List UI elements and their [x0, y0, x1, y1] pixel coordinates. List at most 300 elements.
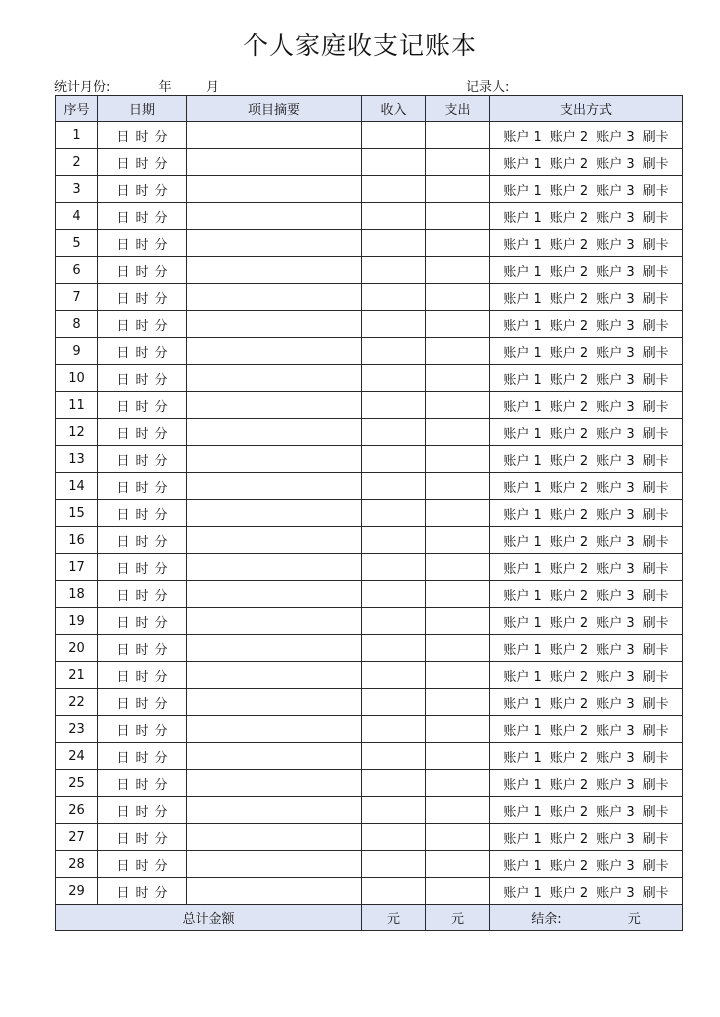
row-date-cell[interactable] [98, 878, 187, 905]
row-date-cell[interactable] [98, 716, 187, 743]
table-row [56, 689, 683, 716]
row-summary-cell[interactable] [187, 446, 362, 473]
date-part-label: 日 [116, 831, 130, 847]
row-income-cell[interactable] [362, 176, 426, 203]
row-income-cell[interactable] [362, 851, 426, 878]
payment-option[interactable]: 账户 2 [549, 183, 589, 199]
row-expense-cell[interactable] [426, 824, 490, 851]
payment-option[interactable]: 账户 3 [596, 642, 635, 658]
date-part-label: 日 [116, 534, 130, 550]
row-method-cell [490, 122, 683, 149]
payment-option[interactable]: 账户 2 [549, 507, 589, 523]
row-seq: 15 [56, 500, 98, 527]
payment-option[interactable]: 刷卡 [642, 291, 669, 307]
payment-option[interactable]: 账户 2 [549, 858, 589, 874]
date-part-label: 时 [135, 615, 149, 631]
row-expense-cell[interactable] [426, 392, 490, 419]
income-unit: 元 [386, 912, 400, 927]
date-part-label: 时 [135, 669, 149, 685]
year-unit: 年 [158, 80, 172, 95]
payment-option[interactable]: 刷卡 [642, 777, 669, 793]
row-method-cell [490, 365, 683, 392]
row-expense-cell[interactable] [426, 689, 490, 716]
row-expense-cell[interactable] [426, 473, 490, 500]
payment-option[interactable]: 账户 1 [503, 831, 542, 847]
row-summary-cell[interactable] [187, 257, 362, 284]
payment-option[interactable]: 账户 3 [596, 291, 635, 307]
header-summary: 项目摘要 [187, 96, 362, 122]
row-expense-cell[interactable] [426, 581, 490, 608]
row-summary-cell[interactable] [187, 338, 362, 365]
payment-option[interactable]: 账户 3 [596, 156, 635, 172]
payment-option[interactable]: 账户 2 [549, 156, 589, 172]
row-expense-cell[interactable] [426, 527, 490, 554]
header-date: 日期 [98, 96, 187, 122]
row-summary-cell[interactable] [187, 689, 362, 716]
date-part-label: 时 [135, 642, 149, 658]
row-summary-cell[interactable] [187, 500, 362, 527]
payment-option[interactable]: 账户 3 [596, 804, 635, 820]
row-income-cell[interactable] [362, 689, 426, 716]
row-expense-cell[interactable] [426, 500, 490, 527]
payment-option[interactable]: 刷卡 [642, 561, 669, 577]
payment-option[interactable]: 账户 3 [596, 885, 635, 901]
payment-option[interactable]: 账户 3 [596, 129, 635, 145]
payment-option[interactable]: 刷卡 [642, 831, 669, 847]
month-label: 统计月份: [54, 80, 111, 95]
row-expense-cell[interactable] [426, 554, 490, 581]
statistics-month-line [54, 76, 219, 95]
row-date-cell[interactable] [98, 311, 187, 338]
row-date-cell[interactable] [98, 419, 187, 446]
row-summary-cell[interactable] [187, 230, 362, 257]
row-income-cell[interactable] [362, 338, 426, 365]
payment-option[interactable]: 账户 2 [549, 372, 589, 388]
header-income: 收入 [362, 96, 426, 122]
date-part-label: 日 [116, 777, 130, 793]
payment-option[interactable]: 账户 1 [503, 669, 542, 685]
row-date-cell[interactable] [98, 257, 187, 284]
payment-option[interactable]: 账户 2 [549, 561, 589, 577]
payment-option[interactable]: 刷卡 [642, 750, 669, 766]
payment-option[interactable]: 账户 1 [503, 858, 542, 874]
row-summary-cell[interactable] [187, 527, 362, 554]
payment-option[interactable]: 账户 2 [549, 831, 589, 847]
payment-option[interactable]: 账户 1 [503, 426, 542, 442]
payment-option[interactable]: 账户 1 [503, 723, 542, 739]
row-method-cell [490, 446, 683, 473]
date-part-label: 分 [154, 588, 168, 604]
row-seq: 14 [56, 473, 98, 500]
row-expense-cell[interactable] [426, 176, 490, 203]
row-date-cell[interactable] [98, 446, 187, 473]
payment-option[interactable]: 账户 2 [549, 615, 589, 631]
payment-option[interactable]: 账户 3 [596, 534, 635, 550]
date-part-label: 分 [154, 696, 168, 712]
row-summary-cell[interactable] [187, 203, 362, 230]
date-part-label: 日 [116, 642, 130, 658]
row-summary-cell[interactable] [187, 851, 362, 878]
row-summary-cell[interactable] [187, 365, 362, 392]
payment-option[interactable]: 账户 2 [549, 669, 589, 685]
payment-option[interactable]: 账户 1 [503, 156, 542, 172]
row-income-cell[interactable] [362, 554, 426, 581]
row-date-cell[interactable] [98, 554, 187, 581]
row-summary-cell[interactable] [187, 581, 362, 608]
payment-option[interactable]: 刷卡 [642, 723, 669, 739]
row-income-cell[interactable] [362, 311, 426, 338]
payment-option[interactable]: 刷卡 [642, 804, 669, 820]
payment-option[interactable]: 账户 1 [503, 642, 542, 658]
date-part-label: 时 [135, 183, 149, 199]
payment-option[interactable]: 账户 1 [503, 399, 542, 415]
row-summary-cell[interactable] [187, 149, 362, 176]
payment-option[interactable]: 刷卡 [642, 399, 669, 415]
payment-option[interactable]: 账户 3 [596, 588, 635, 604]
payment-option[interactable]: 刷卡 [642, 480, 669, 496]
date-part-label: 分 [154, 561, 168, 577]
table-row [56, 203, 683, 230]
date-part-label: 时 [135, 696, 149, 712]
date-part-label: 时 [135, 372, 149, 388]
date-part-label: 日 [116, 615, 130, 631]
payment-option[interactable]: 账户 1 [503, 210, 542, 226]
payment-option[interactable]: 账户 2 [549, 750, 589, 766]
date-part-label: 时 [135, 750, 149, 766]
row-expense-cell[interactable] [426, 230, 490, 257]
row-summary-cell[interactable] [187, 419, 362, 446]
row-summary-cell[interactable] [187, 311, 362, 338]
payment-option[interactable]: 账户 1 [503, 777, 542, 793]
row-expense-cell[interactable] [426, 203, 490, 230]
payment-option[interactable]: 账户 1 [503, 561, 542, 577]
payment-option[interactable]: 账户 1 [503, 588, 542, 604]
payment-option[interactable]: 账户 3 [596, 858, 635, 874]
row-expense-cell[interactable] [426, 716, 490, 743]
row-expense-cell[interactable] [426, 851, 490, 878]
row-expense-cell[interactable] [426, 662, 490, 689]
payment-option[interactable]: 刷卡 [642, 264, 669, 280]
row-summary-cell[interactable] [187, 122, 362, 149]
payment-option[interactable]: 账户 1 [503, 345, 542, 361]
payment-option[interactable]: 账户 1 [503, 750, 542, 766]
payment-option[interactable]: 账户 2 [549, 885, 589, 901]
payment-option[interactable]: 账户 3 [596, 426, 635, 442]
date-part-label: 分 [154, 534, 168, 550]
payment-option[interactable]: 刷卡 [642, 615, 669, 631]
payment-option[interactable]: 账户 2 [549, 588, 589, 604]
payment-option[interactable]: 账户 2 [549, 696, 589, 712]
payment-option[interactable]: 刷卡 [642, 858, 669, 874]
payment-option[interactable]: 账户 1 [503, 507, 542, 523]
row-method-cell [490, 635, 683, 662]
payment-option[interactable]: 刷卡 [642, 534, 669, 550]
row-seq: 5 [56, 230, 98, 257]
payment-option[interactable]: 账户 3 [596, 777, 635, 793]
row-expense-cell[interactable] [426, 743, 490, 770]
row-date-cell[interactable] [98, 392, 187, 419]
row-summary-cell[interactable] [187, 176, 362, 203]
row-method-cell [490, 203, 683, 230]
row-date-cell[interactable] [98, 608, 187, 635]
row-income-cell[interactable] [362, 527, 426, 554]
payment-option[interactable]: 账户 2 [549, 399, 589, 415]
payment-option[interactable]: 刷卡 [642, 237, 669, 253]
payment-option[interactable]: 刷卡 [642, 129, 669, 145]
row-summary-cell[interactable] [187, 797, 362, 824]
row-summary-cell[interactable] [187, 716, 362, 743]
payment-option[interactable]: 账户 3 [596, 264, 635, 280]
row-seq: 20 [56, 635, 98, 662]
row-expense-cell[interactable] [426, 635, 490, 662]
row-income-cell[interactable] [362, 446, 426, 473]
payment-option[interactable]: 账户 1 [503, 264, 542, 280]
row-income-cell[interactable] [362, 149, 426, 176]
payment-option[interactable]: 账户 3 [596, 237, 635, 253]
payment-option[interactable]: 刷卡 [642, 372, 669, 388]
payment-option[interactable]: 账户 2 [549, 642, 589, 658]
row-income-cell[interactable] [362, 797, 426, 824]
payment-option[interactable]: 账户 3 [596, 696, 635, 712]
row-expense-cell[interactable] [426, 284, 490, 311]
date-part-label: 日 [116, 480, 130, 496]
header-expense: 支出 [426, 96, 490, 122]
payment-option[interactable]: 账户 3 [596, 372, 635, 388]
date-part-label: 分 [154, 156, 168, 172]
payment-option[interactable]: 刷卡 [642, 696, 669, 712]
date-part-label: 日 [116, 264, 130, 280]
row-summary-cell[interactable] [187, 392, 362, 419]
row-date-cell[interactable] [98, 365, 187, 392]
payment-option[interactable]: 刷卡 [642, 669, 669, 685]
payment-option[interactable]: 账户 2 [549, 318, 589, 334]
date-part-label: 日 [116, 345, 130, 361]
row-income-cell[interactable] [362, 257, 426, 284]
row-summary-cell[interactable] [187, 743, 362, 770]
date-part-label: 时 [135, 264, 149, 280]
payment-option[interactable]: 账户 1 [503, 237, 542, 253]
row-date-cell[interactable] [98, 824, 187, 851]
payment-option[interactable]: 账户 3 [596, 831, 635, 847]
table-row [56, 284, 683, 311]
payment-option[interactable]: 账户 1 [503, 480, 542, 496]
payment-option[interactable]: 刷卡 [642, 507, 669, 523]
payment-option[interactable]: 账户 1 [503, 885, 542, 901]
payment-option[interactable]: 账户 2 [549, 210, 589, 226]
payment-option[interactable]: 刷卡 [642, 588, 669, 604]
row-seq: 1 [56, 122, 98, 149]
payment-option[interactable]: 账户 3 [596, 345, 635, 361]
payment-option[interactable]: 账户 2 [549, 345, 589, 361]
payment-option[interactable]: 账户 3 [596, 318, 635, 334]
row-expense-cell[interactable] [426, 797, 490, 824]
row-income-cell[interactable] [362, 284, 426, 311]
row-income-cell[interactable] [362, 365, 426, 392]
row-seq: 7 [56, 284, 98, 311]
date-part-label: 日 [116, 426, 130, 442]
row-income-cell[interactable] [362, 878, 426, 905]
row-summary-cell[interactable] [187, 284, 362, 311]
total-income-cell[interactable] [362, 905, 426, 931]
row-date-cell[interactable] [98, 176, 187, 203]
row-expense-cell[interactable] [426, 608, 490, 635]
payment-option[interactable]: 账户 3 [596, 183, 635, 199]
row-date-cell[interactable] [98, 770, 187, 797]
row-income-cell[interactable] [362, 581, 426, 608]
row-date-cell[interactable] [98, 203, 187, 230]
row-income-cell[interactable] [362, 392, 426, 419]
row-income-cell[interactable] [362, 419, 426, 446]
table-row [56, 851, 683, 878]
payment-option[interactable]: 账户 3 [596, 507, 635, 523]
row-income-cell[interactable] [362, 716, 426, 743]
payment-option[interactable]: 账户 3 [596, 453, 635, 469]
row-summary-cell[interactable] [187, 878, 362, 905]
payment-option[interactable]: 账户 2 [549, 426, 589, 442]
payment-option[interactable]: 刷卡 [642, 210, 669, 226]
date-part-label: 日 [116, 453, 130, 469]
row-date-cell[interactable] [98, 689, 187, 716]
recorder-label: 记录人: [466, 80, 510, 95]
payment-option[interactable]: 账户 3 [596, 723, 635, 739]
row-income-cell[interactable] [362, 608, 426, 635]
row-date-cell[interactable] [98, 743, 187, 770]
payment-option[interactable]: 刷卡 [642, 318, 669, 334]
row-date-cell[interactable] [98, 284, 187, 311]
payment-option[interactable]: 账户 1 [503, 804, 542, 820]
row-date-cell[interactable] [98, 230, 187, 257]
payment-option[interactable]: 账户 3 [596, 669, 635, 685]
payment-option[interactable]: 账户 1 [503, 615, 542, 631]
row-summary-cell[interactable] [187, 770, 362, 797]
payment-option[interactable]: 账户 2 [549, 777, 589, 793]
payment-option[interactable]: 账户 2 [549, 264, 589, 280]
table-row [56, 419, 683, 446]
row-summary-cell[interactable] [187, 635, 362, 662]
row-expense-cell[interactable] [426, 257, 490, 284]
payment-option[interactable]: 账户 2 [549, 534, 589, 550]
row-seq: 16 [56, 527, 98, 554]
table-row [56, 500, 683, 527]
row-expense-cell[interactable] [426, 122, 490, 149]
payment-option[interactable]: 账户 1 [503, 318, 542, 334]
row-summary-cell[interactable] [187, 824, 362, 851]
row-income-cell[interactable] [362, 203, 426, 230]
row-date-cell[interactable] [98, 338, 187, 365]
payment-option[interactable]: 账户 1 [503, 291, 542, 307]
date-part-label: 日 [116, 561, 130, 577]
row-income-cell[interactable] [362, 743, 426, 770]
row-method-cell [490, 689, 683, 716]
row-date-cell[interactable] [98, 122, 187, 149]
row-method-cell [490, 527, 683, 554]
row-income-cell[interactable] [362, 662, 426, 689]
payment-option[interactable]: 账户 2 [549, 453, 589, 469]
payment-option[interactable]: 账户 2 [549, 237, 589, 253]
row-date-cell[interactable] [98, 473, 187, 500]
row-income-cell[interactable] [362, 122, 426, 149]
payment-option[interactable]: 刷卡 [642, 345, 669, 361]
row-date-cell[interactable] [98, 662, 187, 689]
payment-option[interactable]: 账户 1 [503, 696, 542, 712]
payment-option[interactable]: 账户 1 [503, 183, 542, 199]
row-income-cell[interactable] [362, 500, 426, 527]
payment-option[interactable]: 刷卡 [642, 453, 669, 469]
total-expense-cell[interactable] [426, 905, 490, 931]
payment-option[interactable]: 刷卡 [642, 183, 669, 199]
row-income-cell[interactable] [362, 230, 426, 257]
row-expense-cell[interactable] [426, 338, 490, 365]
row-seq: 17 [56, 554, 98, 581]
payment-option[interactable]: 账户 3 [596, 480, 635, 496]
row-date-cell[interactable] [98, 149, 187, 176]
row-date-cell[interactable] [98, 500, 187, 527]
date-part-label: 日 [116, 183, 130, 199]
row-summary-cell[interactable] [187, 554, 362, 581]
date-part-label: 日 [116, 588, 130, 604]
row-seq: 25 [56, 770, 98, 797]
payment-option[interactable]: 刷卡 [642, 885, 669, 901]
payment-option[interactable]: 刷卡 [642, 642, 669, 658]
table-row [56, 608, 683, 635]
row-expense-cell[interactable] [426, 419, 490, 446]
date-part-label: 日 [116, 156, 130, 172]
row-expense-cell[interactable] [426, 446, 490, 473]
row-date-cell[interactable] [98, 797, 187, 824]
row-expense-cell[interactable] [426, 365, 490, 392]
payment-option[interactable]: 账户 3 [596, 210, 635, 226]
payment-option[interactable]: 账户 3 [596, 399, 635, 415]
row-expense-cell[interactable] [426, 311, 490, 338]
payment-option[interactable]: 账户 3 [596, 750, 635, 766]
payment-option[interactable]: 账户 2 [549, 804, 589, 820]
date-part-label: 分 [154, 291, 168, 307]
payment-option[interactable]: 刷卡 [642, 426, 669, 442]
table-row [56, 716, 683, 743]
payment-option[interactable]: 账户 1 [503, 534, 542, 550]
row-income-cell[interactable] [362, 473, 426, 500]
row-income-cell[interactable] [362, 635, 426, 662]
payment-option[interactable]: 账户 3 [596, 561, 635, 577]
row-date-cell[interactable] [98, 635, 187, 662]
date-part-label: 时 [135, 210, 149, 226]
payment-option[interactable]: 账户 2 [549, 723, 589, 739]
row-income-cell[interactable] [362, 824, 426, 851]
payment-option[interactable]: 账户 1 [503, 129, 542, 145]
row-date-cell[interactable] [98, 527, 187, 554]
payment-option[interactable]: 刷卡 [642, 156, 669, 172]
payment-option[interactable]: 账户 1 [503, 372, 542, 388]
payment-option[interactable]: 账户 2 [549, 291, 589, 307]
payment-option[interactable]: 账户 3 [596, 615, 635, 631]
row-expense-cell[interactable] [426, 878, 490, 905]
payment-option[interactable]: 账户 1 [503, 453, 542, 469]
row-date-cell[interactable] [98, 581, 187, 608]
payment-option[interactable]: 账户 2 [549, 129, 589, 145]
date-part-label: 分 [154, 480, 168, 496]
row-summary-cell[interactable] [187, 473, 362, 500]
row-summary-cell[interactable] [187, 662, 362, 689]
row-seq: 21 [56, 662, 98, 689]
payment-option[interactable]: 账户 2 [549, 480, 589, 496]
row-date-cell[interactable] [98, 851, 187, 878]
row-expense-cell[interactable] [426, 770, 490, 797]
row-method-cell [490, 392, 683, 419]
balance-cell[interactable] [490, 905, 683, 931]
row-income-cell[interactable] [362, 770, 426, 797]
row-summary-cell[interactable] [187, 608, 362, 635]
row-expense-cell[interactable] [426, 149, 490, 176]
